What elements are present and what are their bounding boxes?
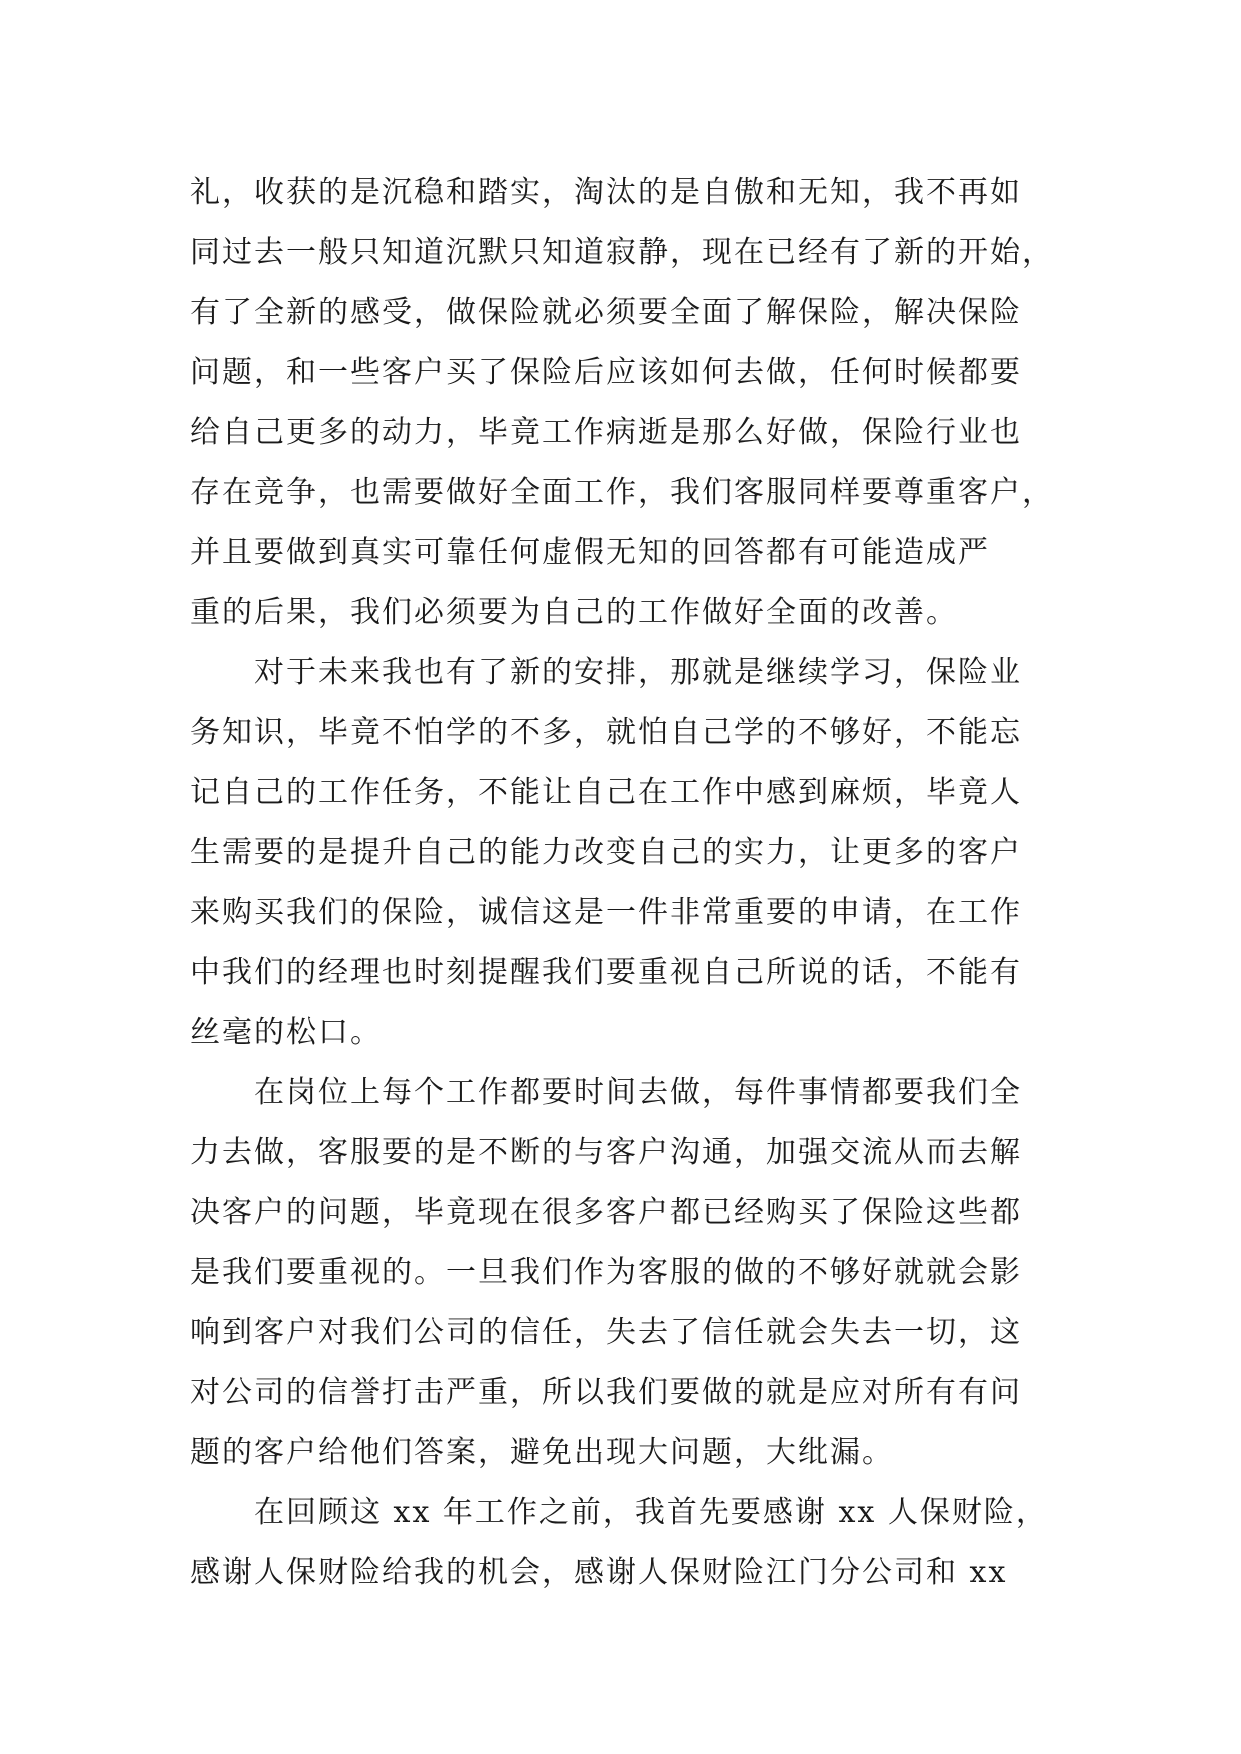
- text-line: 中我们的经理也时刻提醒我们要重视自己所说的话，不能有: [190, 955, 1022, 990]
- text-line: 力去做，客服要的是不断的与客户沟通，加强交流从而去解: [190, 1135, 1022, 1170]
- text-line: 礼，收获的是沉稳和踏实，淘汰的是自傲和无知，我不再如: [190, 175, 1022, 210]
- text-line: 感谢人保财险给我的机会，感谢人保财险江门分公司和 xx: [190, 1555, 1008, 1590]
- text-line: 决客户的问题，毕竟现在很多客户都已经购买了保险这些都: [190, 1195, 1022, 1230]
- text-line: 务知识，毕竟不怕学的不多，就怕自己学的不够好，不能忘: [190, 715, 1022, 750]
- text-line: 有了全新的感受，做保险就必须要全面了解保险，解决保险: [190, 295, 1022, 330]
- text-line: 存在竞争，也需要做好全面工作，我们客服同样要尊重客户，: [190, 475, 1054, 510]
- paragraph-start-line: 在岗位上每个工作都要时间去做，每件事情都要我们全: [254, 1075, 1022, 1110]
- text-line: 丝毫的松口。: [190, 1015, 382, 1050]
- text-line: 对公司的信誉打击严重，所以我们要做的就是应对所有有问: [190, 1375, 1022, 1410]
- text-line: 题的客户给他们答案，避免出现大问题，大纰漏。: [190, 1435, 894, 1470]
- text-line: 并且要做到真实可靠任何虚假无知的回答都有可能造成严: [190, 535, 990, 570]
- text-line: 给自己更多的动力，毕竟工作病逝是那么好做，保险行业也: [190, 415, 1022, 450]
- text-line: 问题，和一些客户买了保险后应该如何去做，任何时候都要: [190, 355, 1022, 390]
- document-body: [190, 163, 1070, 1603]
- text-line: 来购买我们的保险，诚信这是一件非常重要的申请，在工作: [190, 895, 1022, 930]
- text-line: 同过去一般只知道沉默只知道寂静，现在已经有了新的开始，: [190, 235, 1054, 270]
- text-line: 重的后果，我们必须要为自己的工作做好全面的改善。: [190, 595, 958, 630]
- text-line: 响到客户对我们公司的信任，失去了信任就会失去一切，这: [190, 1315, 1022, 1350]
- text-line: 生需要的是提升自己的能力改变自己的实力，让更多的客户: [190, 835, 1022, 870]
- paragraph-start-line: 在回顾这 xx 年工作之前，我首先要感谢 xx 人保财险，: [254, 1495, 1048, 1530]
- text-line: 是我们要重视的。一旦我们作为客服的做的不够好就就会影: [190, 1255, 1022, 1290]
- paragraph-start-line: 对于未来我也有了新的安排，那就是继续学习，保险业: [254, 655, 1022, 690]
- text-line: 记自己的工作任务，不能让自己在工作中感到麻烦，毕竟人: [190, 775, 1022, 810]
